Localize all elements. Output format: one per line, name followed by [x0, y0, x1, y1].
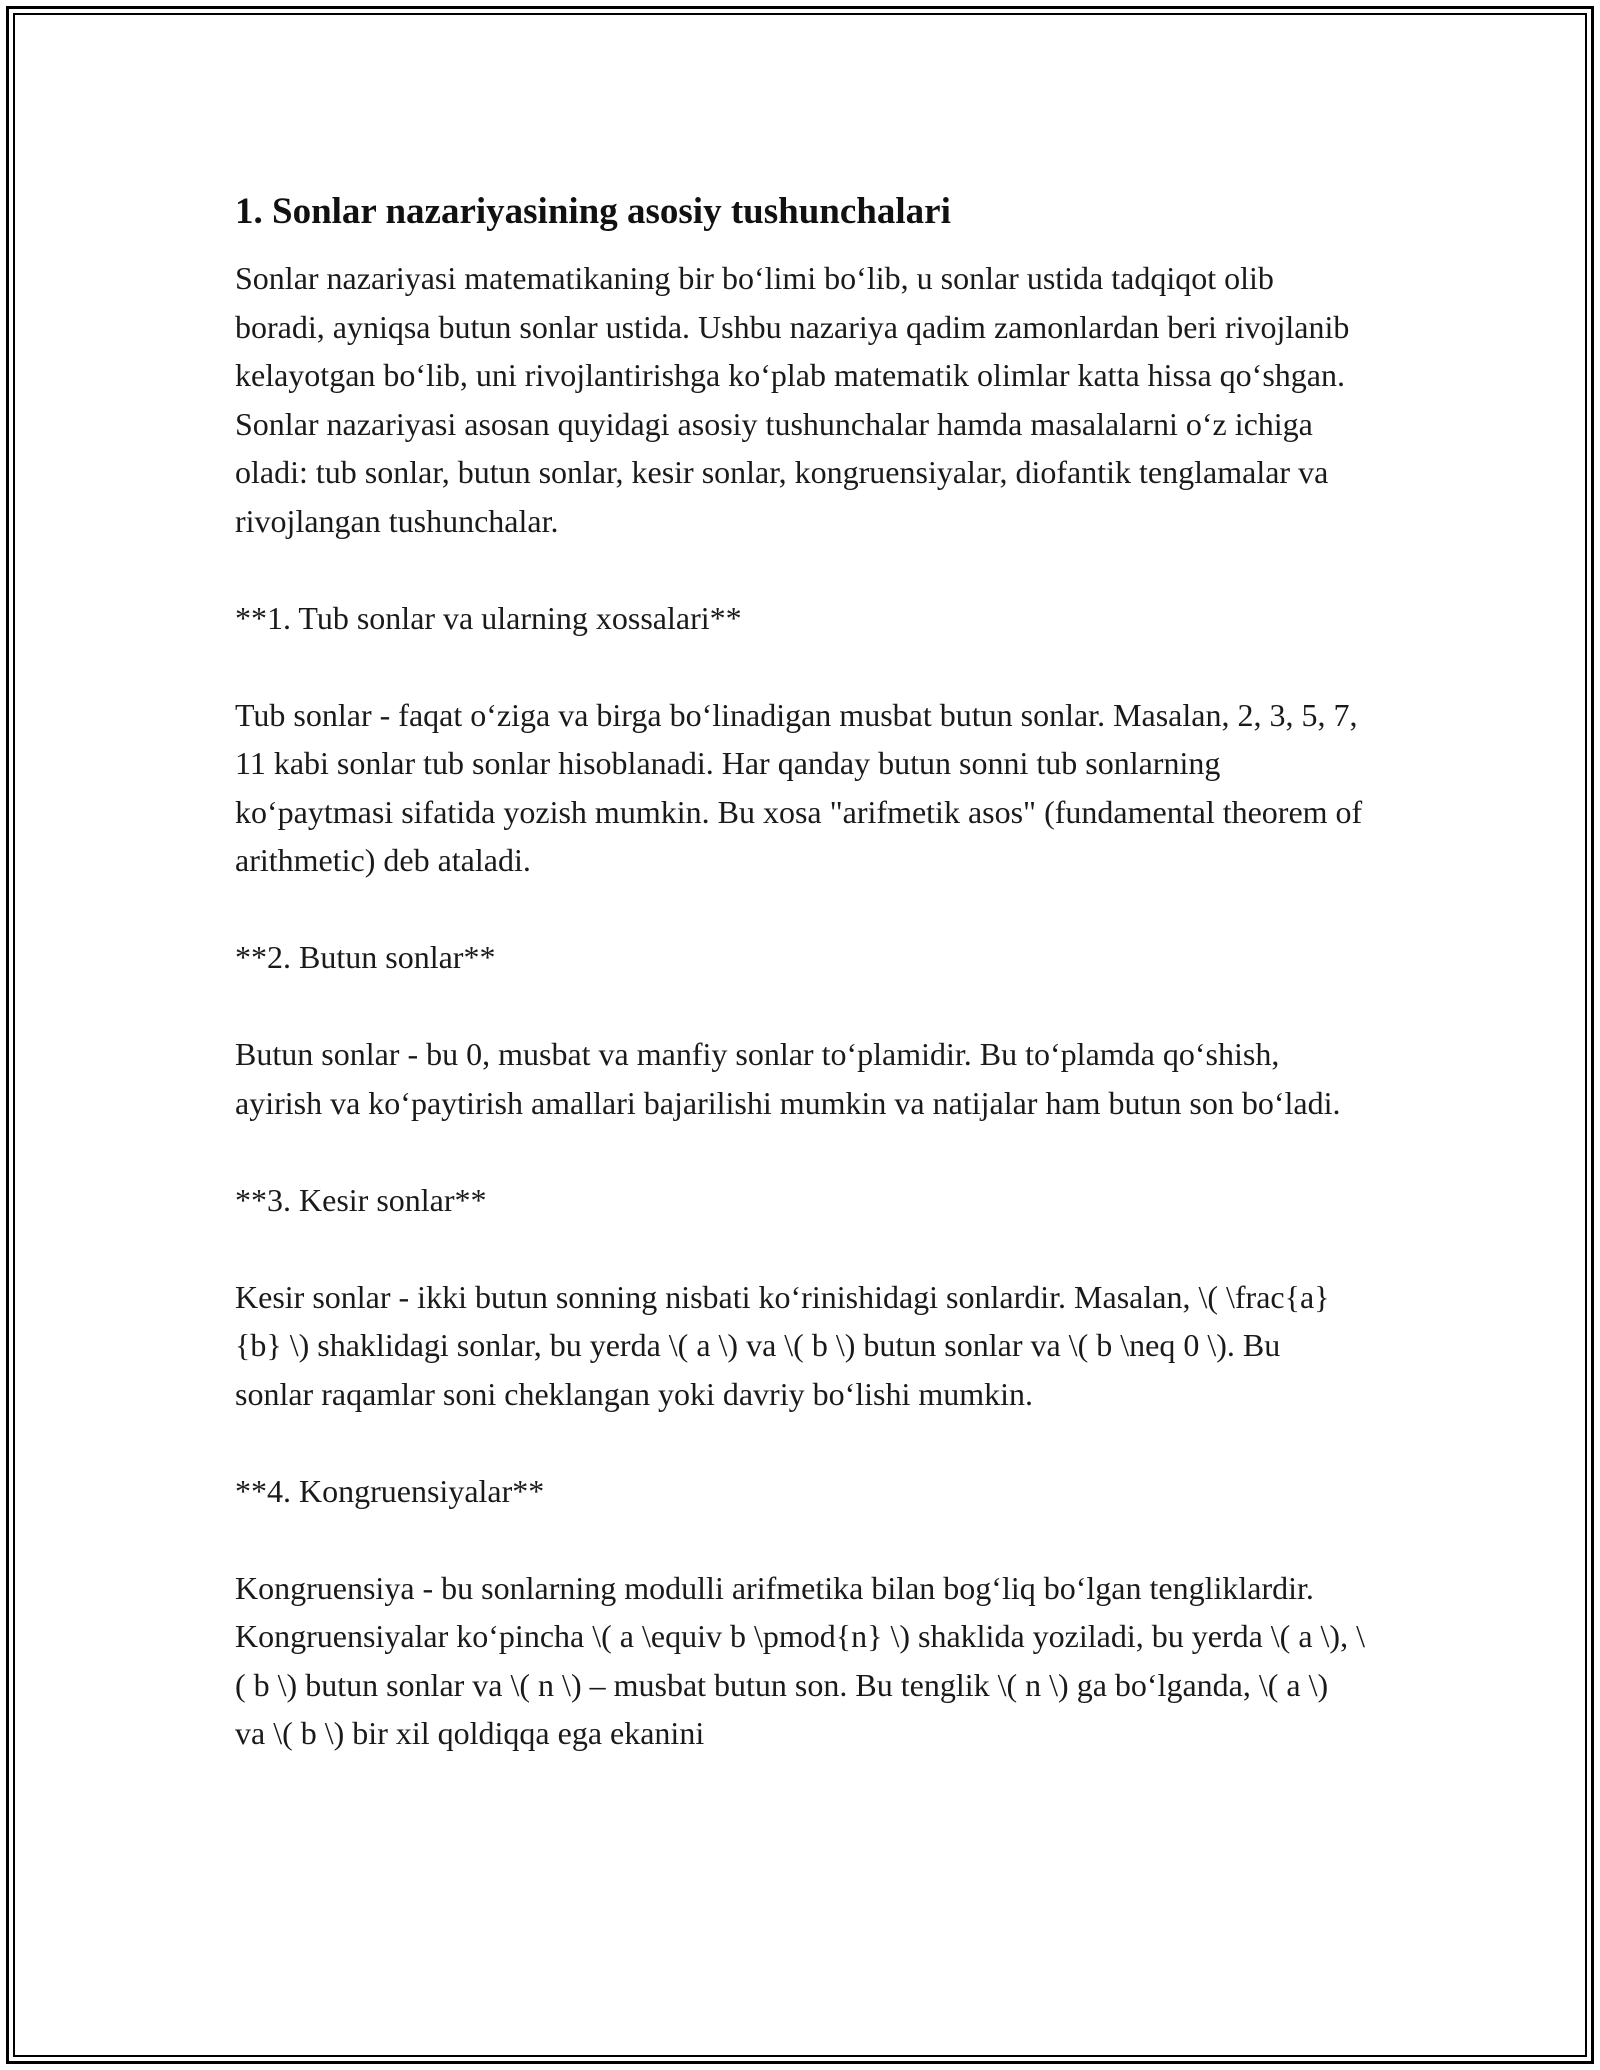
section-heading-kongruensiyalar: **4. Kongruensiyalar** — [235, 1472, 545, 1509]
paragraph-spacer — [235, 545, 1365, 594]
paragraph-spacer — [235, 885, 1365, 934]
section-heading-butun-sonlar: **2. Butun sonlar** — [235, 939, 496, 975]
document-body — [235, 188, 1365, 1758]
section-body-kesir-sonlar: Kesir sonlar - ikki butun sonning nisbati ko‘rinishidagi sonlardir. Masalan, \( \frac{a}{b} \) shaklidagi sonlar, bu yerda \( a \) va \( b \) butun sonlar va \( b \neq 0 \). Bu sonlar raqamlar soni cheklangan yoki davriy bo‘lishi mumkin. — [235, 1278, 1330, 1412]
paragraph-spacer — [235, 1127, 1365, 1176]
paragraph-spacer — [235, 1515, 1365, 1564]
section-heading-tub-sonlar: **1. Tub sonlar va ularning xossalari** — [235, 599, 742, 636]
section-body-kongruensiyalar: Kongruensiya - bu sonlarning modulli arifmetika bilan bog‘liq bo‘lgan tengliklardir. Kongruensiyalar ko‘pincha \( a \equiv b \pmod{n} \) shaklida yoziladi, bu yerda \( a \), \( b \) butun sonlar va \( n \) – musbat butun son. Bu tenglik \( n \) ga bo‘lganda, \( a \) va \( b \) bir xil qoldiqqa ega ekanini — [235, 1569, 1365, 1751]
paragraph-spacer — [235, 1418, 1365, 1467]
section-heading-kesir-sonlar: **3. Kesir sonlar** — [235, 1181, 487, 1218]
page-title: 1. Sonlar nazariyasining asosiy tushunchalari — [235, 191, 951, 232]
paragraph-spacer — [235, 642, 1365, 691]
paragraph-spacer — [235, 982, 1365, 1031]
section-body-butun-sonlar: Butun sonlar - bu 0, musbat va manfiy sonlar to‘plamidir. Bu to‘plamda qo‘shish, ayirish va ko‘paytirish amallari bajarilishi mumkin va natijalar ham butun son bo‘ladi. — [235, 1036, 1341, 1121]
section-body-tub-sonlar: Tub sonlar - faqat o‘ziga va birga bo‘linadigan musbat butun sonlar. Masalan, 2, 3, 5, 7, 11 kabi sonlar tub sonlar hisoblanadi. Har qanday butun sonni tub sonlarning ko‘paytmasi sifatida yozish mumkin. Bu xosa "arifmetik asos" (fundamental theorem of arithmetic) deb ataladi. — [235, 696, 1363, 878]
paragraph-spacer — [235, 1224, 1365, 1273]
intro-paragraph: Sonlar nazariyasi matematikaning bir bo‘limi bo‘lib, u sonlar ustida tadqiqot olib boradi, ayniqsa butun sonlar ustida. Ushbu nazariya qadim zamonlardan beri rivojlanib kelayotgan bo‘lib, uni rivojlantirishga ko‘plab matematik olimlar katta hissa qo‘shgan. Sonlar nazariyasi asosan quyidagi asosiy tushunchalar hamda masalalarni o‘z ichiga oladi: tub sonlar, butun sonlar, kesir sonlar, kongruensiyalar, diofantik tenglamalar va rivojlangan tushunchalar. — [235, 260, 1350, 539]
